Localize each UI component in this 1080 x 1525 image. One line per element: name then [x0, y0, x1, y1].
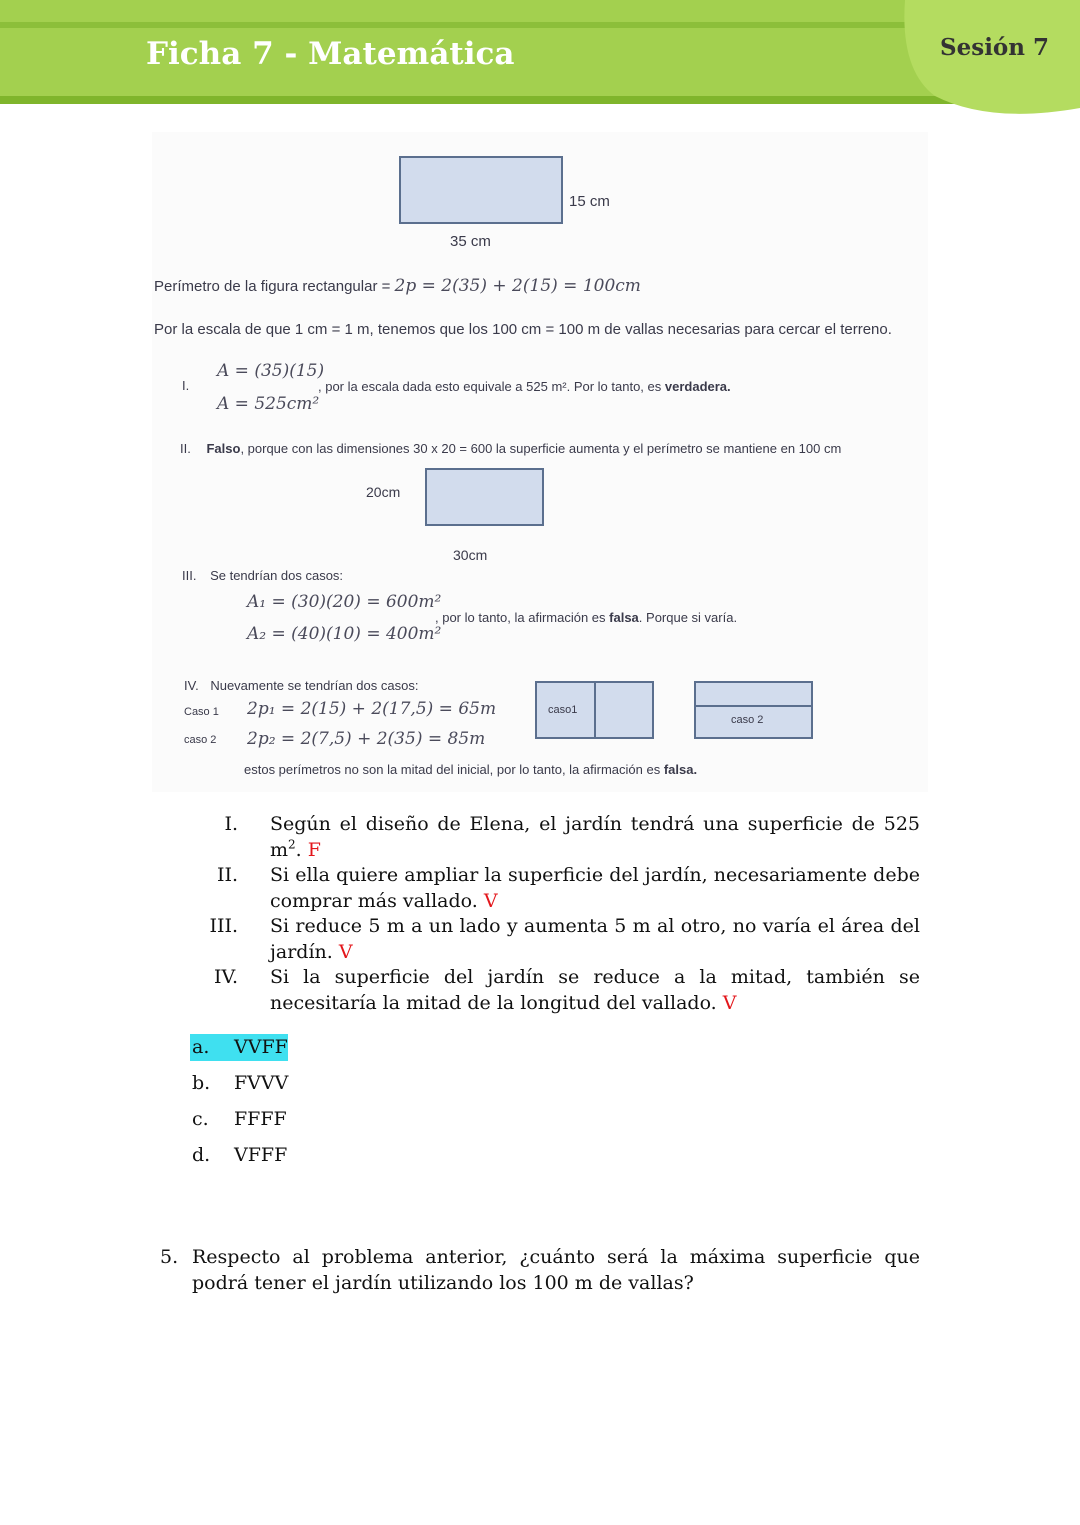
- perimeter-line: [154, 276, 641, 296]
- statement-item: [200, 965, 920, 1016]
- answer-mark: V: [722, 991, 737, 1014]
- item1-text-before: , por la escala dada esto equivale a 525 m². Por lo tanto, es: [318, 379, 665, 394]
- fig1-base-label: 35 cm: [450, 233, 491, 250]
- item2-line: [180, 441, 841, 456]
- case2-box-label: caso 2: [731, 714, 764, 726]
- question-number: 5.: [160, 1246, 179, 1268]
- item3-text-bold: falsa: [609, 610, 639, 625]
- page-title: Ficha 7 - Matemática: [146, 36, 515, 72]
- item1-text-bold: verdadera.: [664, 379, 731, 394]
- item4-line: [184, 678, 418, 693]
- case2-label: caso 2: [184, 734, 217, 746]
- option-d[interactable]: [190, 1142, 287, 1169]
- option-c[interactable]: [190, 1106, 287, 1133]
- statement-text: Según el diseño de Elena, el jardín tendrá una superficie de 525 $m^2$. F: [270, 813, 920, 861]
- answer-mark: V: [483, 889, 498, 912]
- scale-text: Por la escala de que 1 cm = 1 m, tenemos que los 100 cm = 100 m de vallas necesarias para cercar el terreno.: [154, 321, 892, 338]
- item2-numeral: II.: [180, 441, 191, 456]
- option-text: FVVV: [234, 1072, 289, 1094]
- item2-text: , porque con las dimensiones 30 x 20 = 600 la superficie aumenta y el perímetro se mantiene en 100 cm: [240, 441, 842, 456]
- item3-text-before: , por lo tanto, la afirmación es: [435, 610, 610, 625]
- answer-mark: V: [338, 940, 353, 963]
- item3-intro: Se tendrían dos casos:: [210, 568, 344, 583]
- item1-formula-line2: A = 525cm²: [217, 394, 320, 414]
- statement-text: Si reduce 5 m a un lado y aumenta 5 m al otro, no varía el área del jardín. V: [270, 915, 920, 963]
- option-letter: c.: [192, 1108, 209, 1130]
- item4-numeral: IV.: [184, 678, 199, 693]
- option-text: VFFF: [234, 1144, 288, 1166]
- item4-conclusion-bold: falsa.: [663, 762, 698, 777]
- case1-label: Caso 1: [184, 706, 219, 718]
- option-text: FFFF: [234, 1108, 287, 1130]
- case2-formula: 2p₂ = 2(7,5) + 2(35) = 85m: [247, 729, 486, 749]
- header-band: [0, 0, 1080, 118]
- statement-numeral: II.: [216, 864, 238, 886]
- fig2-base-label: 30cm: [453, 547, 488, 563]
- question-text: Respecto al problema anterior, ¿cuánto será la máxima superficie que podrá tener el jardín utilizando los 100 m de vallas?: [192, 1246, 920, 1294]
- statement-text: Si la superficie del jardín se reduce a la mitad, también se necesitaría la mitad de la longitud del vallado. V: [270, 966, 920, 1014]
- item3-numeral: III.: [182, 568, 197, 583]
- item3-formula-line2: A₂ = (40)(10) = 400m²: [247, 624, 442, 644]
- option-letter: a.: [192, 1036, 210, 1058]
- statement-item: [200, 914, 920, 965]
- statement-text: Si ella quiere ampliar la superficie del jardín, necesariamente debe comprar más vallado. V: [270, 864, 920, 912]
- option-b[interactable]: [190, 1070, 288, 1097]
- statements-list: [200, 812, 920, 1016]
- item3-line: [182, 568, 343, 583]
- session-label: Sesión 7: [940, 34, 1050, 61]
- fig2-side-label: 20cm: [366, 484, 401, 500]
- case2-divider: [694, 705, 813, 707]
- case2-figure: [694, 681, 813, 739]
- item4-intro: Nuevamente se tendrían dos casos:: [210, 678, 419, 693]
- statement-item: [200, 863, 920, 914]
- solution-scan: [152, 132, 928, 792]
- item1-text: [318, 379, 731, 394]
- item3-text: [435, 610, 737, 625]
- item2-bold: Falso: [206, 441, 241, 456]
- item4-conclusion-before: estos perímetros no son la mitad del inicial, por lo tanto, la afirmación es: [244, 762, 664, 777]
- rectangle-figure-30x20: [425, 468, 544, 526]
- case1-box-label: caso1: [548, 704, 578, 716]
- item3-formula-line1: A₁ = (30)(20) = 600m²: [247, 592, 442, 612]
- item3-text-after: . Porque si varía.: [638, 610, 738, 625]
- perimeter-label: Perímetro de la figura rectangular =: [154, 278, 391, 295]
- rectangle-figure-35x15: [399, 156, 563, 224]
- statement-numeral: IV.: [214, 966, 238, 988]
- option-a[interactable]: [190, 1034, 288, 1061]
- item1-formula-line1: A = (35)(15): [217, 361, 325, 381]
- case1-divider: [594, 681, 596, 739]
- statement-item: [200, 812, 920, 863]
- statement-numeral: I.: [224, 813, 238, 835]
- statement-numeral: III.: [209, 915, 238, 937]
- option-text: VVFF: [234, 1036, 288, 1058]
- item1-numeral: I.: [182, 378, 190, 393]
- perimeter-formula: 2p = 2(35) + 2(15) = 100cm: [394, 276, 641, 296]
- item4-conclusion: [244, 762, 697, 777]
- question-5: [160, 1245, 920, 1296]
- option-letter: b.: [192, 1072, 211, 1094]
- fig1-side-label: 15 cm: [569, 193, 610, 210]
- option-letter: d.: [192, 1144, 211, 1166]
- case1-formula: 2p₁ = 2(15) + 2(17,5) = 65m: [247, 699, 497, 719]
- answer-mark: F: [307, 838, 321, 861]
